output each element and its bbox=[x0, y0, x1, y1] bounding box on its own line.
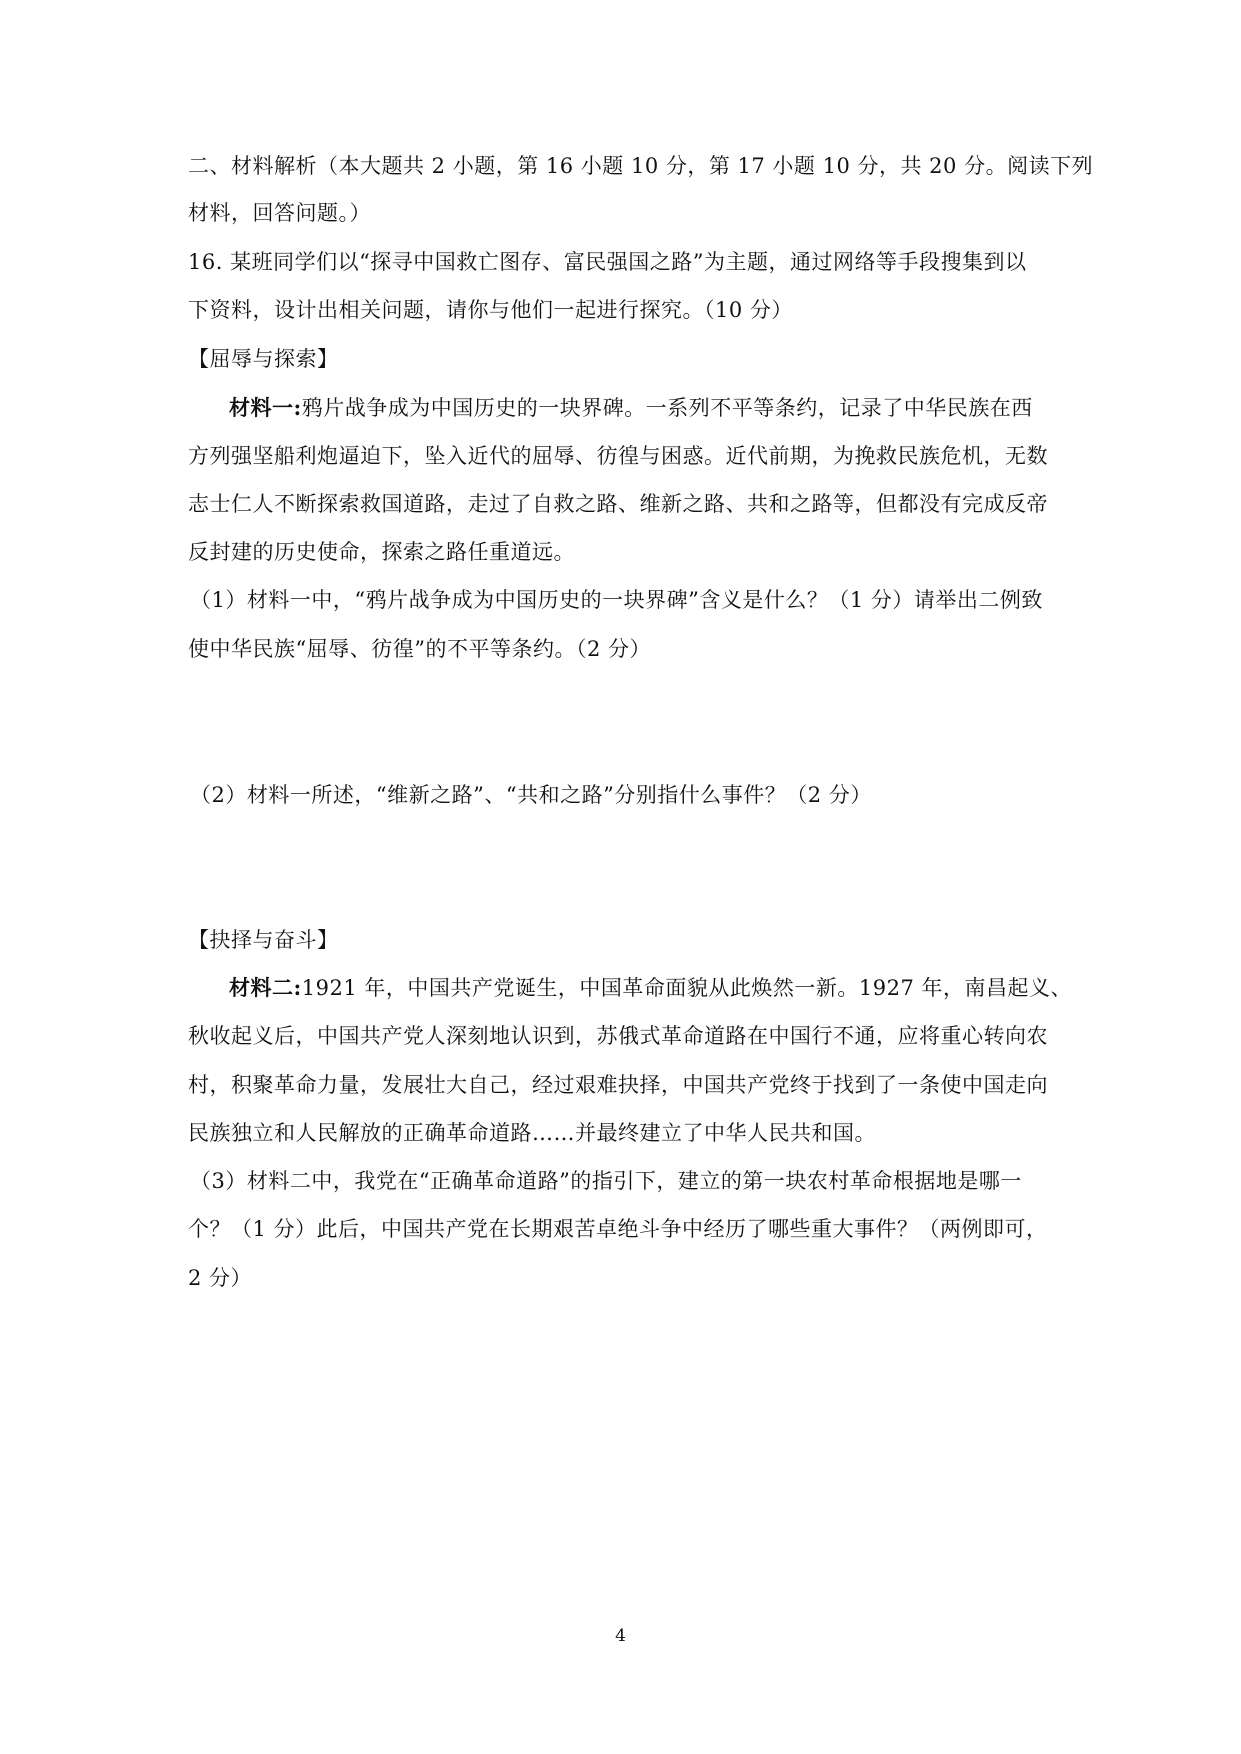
material-1-line-1 bbox=[229, 393, 1109, 423]
section-heading-line-1: 二、材料解析（本大题共 2 小题，第 16 小题 10 分，第 17 小题 10 分，共 20 分。阅读下列 bbox=[188, 154, 1094, 178]
material-2-line-1 bbox=[229, 973, 1109, 1003]
question-3-line-2: 个？（1 分）此后，中国共产党在长期艰苦卓绝斗争中经历了哪些重大事件？（两例即可， bbox=[188, 1217, 1048, 1241]
part-2-title: 【抉择与奋斗】 bbox=[188, 928, 339, 952]
material-1-label: 材料一: bbox=[229, 395, 302, 420]
material-2-label: 材料二: bbox=[229, 975, 302, 1000]
material-2-line-2: 秋收起义后，中国共产党人深刻地认识到，苏俄式革命道路在中国行不通，应将重心转向农 bbox=[188, 1024, 1048, 1048]
material-2-line-3: 村，积聚革命力量，发展壮大自己，经过艰难抉择，中国共产党终于找到了一条使中国走向 bbox=[188, 1073, 1048, 1097]
part-1-title: 【屈辱与探索】 bbox=[188, 347, 339, 371]
question-2-line-1: （2）材料一所述，“维新之路”、“共和之路”分别指什么事件？（2 分） bbox=[190, 783, 872, 807]
question-16-intro-line-1: 16. 某班同学们以“探寻中国救亡图存、富民强国之路”为主题，通过网络等手段搜集到以 bbox=[188, 250, 1027, 274]
material-1-text: 鸦片战争成为中国历史的一块界碑。一系列不平等条约，记录了中华民族在西 bbox=[301, 396, 1033, 420]
material-1-line-4: 反封建的历史使命，探索之路任重道远。 bbox=[188, 540, 575, 564]
question-3-line-1: （3）材料二中，我党在“正确革命道路”的指引下，建立的第一块农村革命根据地是哪一 bbox=[190, 1169, 1022, 1193]
question-3-line-3: 2 分） bbox=[188, 1266, 253, 1290]
material-2-line-4: 民族独立和人民解放的正确革命道路……并最终建立了中华人民共和国。 bbox=[188, 1121, 876, 1145]
page-number: 4 bbox=[615, 1626, 626, 1646]
section-heading-line-2: 材料，回答问题。） bbox=[188, 201, 371, 225]
question-1-line-1: （1）材料一中，“鸦片战争成为中国历史的一块界碑”含义是什么？（1 分）请举出二例致 bbox=[190, 588, 1043, 612]
material-2-text: 1921 年，中国共产党诞生，中国革命面貌从此焕然一新。1927 年，南昌起义、 bbox=[301, 976, 1073, 1000]
material-1-line-3: 志士仁人不断探索救国道路，走过了自救之路、维新之路、共和之路等，但都没有完成反帝 bbox=[188, 492, 1048, 516]
material-1-line-2: 方列强坚船利炮逼迫下，坠入近代的屈辱、彷徨与困惑。近代前期，为挽救民族危机，无数 bbox=[188, 444, 1048, 468]
question-1-line-2: 使中华民族“屈辱、彷徨”的不平等条约。（2 分） bbox=[188, 637, 652, 661]
question-16-intro-line-2: 下资料，设计出相关问题，请你与他们一起进行探究。（10 分） bbox=[188, 298, 793, 322]
